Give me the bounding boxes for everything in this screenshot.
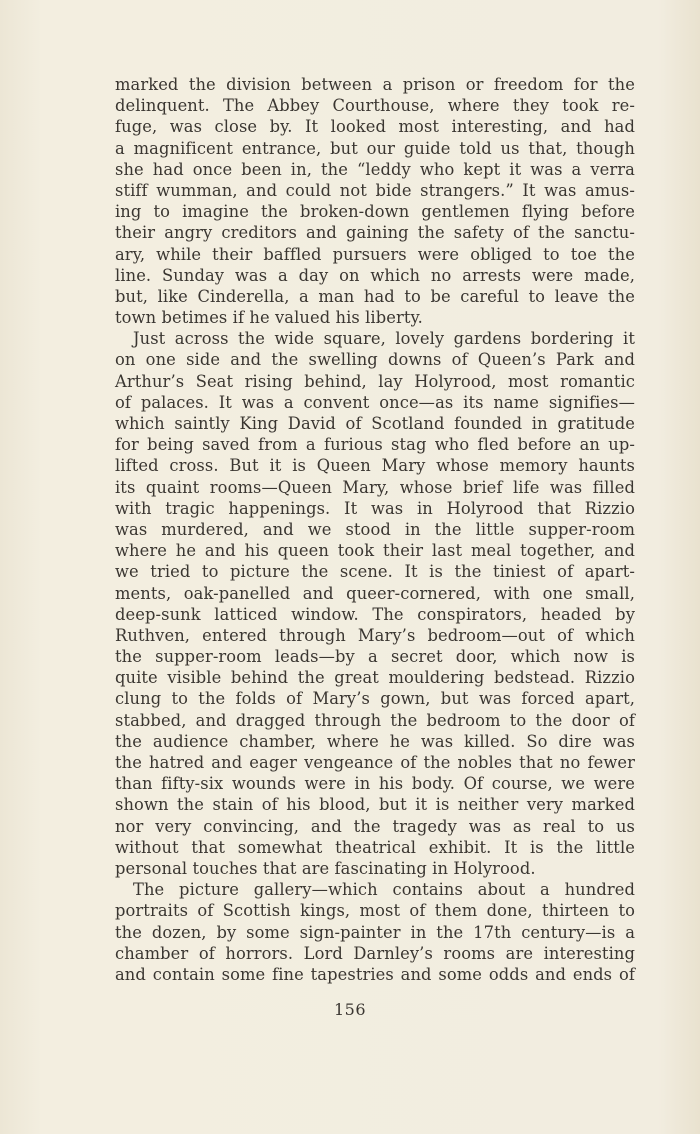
text-line: ing to imagine the broken-down gentlemen flying before	[115, 202, 635, 222]
text-line: stabbed, and dragged through the bedroom to the door of	[115, 710, 635, 730]
text-line: for being saved from a furious stag who fled before an up-	[115, 435, 635, 455]
text-line: line. Sunday was a day on which no arrests were made,	[115, 265, 635, 285]
text-line: The picture gallery—which contains about a hundred	[133, 880, 635, 900]
text-line: town betimes if he valued his liberty.	[115, 308, 423, 328]
text-line: chamber of horrors. Lord Darnley’s rooms are interesting	[115, 943, 635, 963]
text-line: ary, while their baffled pursuers were obliged to toe the	[115, 244, 635, 264]
text-line: nor very convincing, and the tragedy was as real to us	[115, 816, 635, 836]
text-line: marked the division between a prison or freedom for the	[115, 75, 635, 94]
text-line: Just across the wide square, lovely gardens bordering it	[133, 329, 635, 349]
text-line: which saintly King David of Scotland founded in gratitude	[115, 414, 635, 433]
text-line: was murdered, and we stood in the little supper-room	[115, 519, 635, 539]
text-line: portraits of Scottish kings, most of them done, thirteen to	[115, 901, 635, 921]
text-line: we tried to picture the scene. It is the tiniest of apart-	[115, 562, 635, 582]
text-line: shown the stain of his blood, but it is neither very marked	[115, 795, 635, 815]
text-line: lifted cross. But it is Queen Mary whose memory haunts	[115, 456, 635, 476]
page-number: 156	[333, 1000, 367, 1019]
text-line: ments, oak-panelled and queer-cornered, with one small,	[115, 583, 635, 603]
text-line: Arthur’s Seat rising behind, lay Holyrood, most romantic	[115, 371, 635, 391]
text-line: the hatred and eager vengeance of the nobles that no fewer	[115, 753, 635, 772]
text-line: delinquent. The Abbey Courthouse, where they took re-	[115, 96, 635, 116]
text-line: quite visible behind the great mouldering bedstead. Rizzio	[115, 668, 635, 688]
text-line: personal touches that are fascinating in Holyrood.	[115, 858, 536, 878]
body-text	[115, 74, 635, 985]
text-line: where he and his queen took their last meal together, and	[115, 541, 635, 561]
text-line: of palaces. It was a convent once—as its name signifies—	[115, 392, 635, 412]
text-line: than fifty-six wounds were in his body. Of course, we were	[115, 774, 635, 794]
text-line: deep-sunk latticed window. The conspirators, headed by	[115, 604, 635, 624]
text-line: its quaint rooms—Queen Mary, whose brief life was filled	[115, 477, 635, 497]
text-line: their angry creditors and gaining the safety of the sanctu-	[115, 223, 635, 243]
text-line: fuge, was close by. It looked most interesting, and had	[115, 117, 635, 137]
text-line: the audience chamber, where he was killed. So dire was	[115, 731, 635, 751]
text-line: but, like Cinderella, a man had to be careful to leave the	[115, 286, 635, 306]
text-line: clung to the folds of Mary’s gown, but was forced apart,	[115, 689, 635, 709]
text-line: she had once been in, the “leddy who kept it was a verra	[115, 159, 635, 179]
text-line: with tragic happenings. It was in Holyrood that Rizzio	[115, 498, 635, 518]
text-line: and contain some fine tapestries and some odds and ends of	[115, 964, 635, 984]
text-line: Ruthven, entered through Mary’s bedroom—out of which	[115, 625, 635, 645]
text-line: the dozen, by some sign-painter in the 17th century—is a	[115, 922, 635, 942]
text-line: a magnificent entrance, but our guide told us that, though	[115, 138, 635, 158]
text-line: on one side and the swelling downs of Queen’s Park and	[115, 350, 635, 370]
text-line: the supper-room leads—by a secret door, which now is	[115, 647, 635, 667]
text-line: stiff wumman, and could not bide strangers.” It was amus-	[115, 180, 635, 200]
text-line: without that somewhat theatrical exhibit. It is the little	[115, 837, 635, 857]
